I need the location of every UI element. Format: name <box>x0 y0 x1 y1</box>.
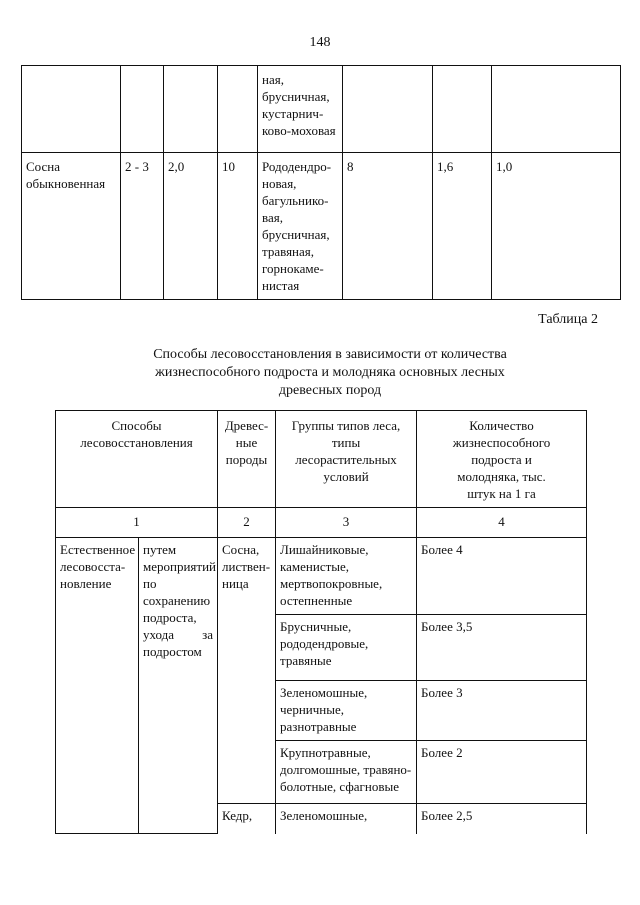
quantity-cell: Более 3,5 <box>417 615 587 681</box>
method-detail-line: путем <box>143 542 177 557</box>
forest-type-cell: Брусничные, рододендровые, травяные <box>276 615 417 681</box>
page-number: 148 <box>309 35 331 50</box>
quantity-cell: Более 3 <box>417 681 587 741</box>
table-cell: Рододендро- новая, багульнико- вая, брусничная, травяная, горнокаме- нистая <box>258 153 343 300</box>
species-cell: Сосна, листвен- ница <box>218 538 276 804</box>
table-caption: Таблица 2 <box>538 312 598 327</box>
table-cell: 1,6 <box>433 153 492 300</box>
table-title: Способы лесовосстановления в зависимости от количества жизнеспособного подроста и молодняка основных лесных древесных пород <box>153 347 507 398</box>
header-methods: Способы лесовосстановления <box>56 411 218 508</box>
forest-type-cell: Зеленомошные, черничные, разнотравные <box>276 681 417 741</box>
table-cell <box>433 66 492 153</box>
table-cell <box>22 66 121 153</box>
table-cell: Сосна обыкновенная <box>22 153 121 300</box>
method-detail-line: подростом <box>143 644 202 659</box>
column-number: 1 <box>56 508 218 538</box>
forest-type-cell: Лишайниковые, каменистые, мертвопокровные, остепненные <box>276 538 417 615</box>
table-cell <box>218 66 258 153</box>
method-detail-line: ухода за <box>143 627 214 642</box>
method-detail-line: по <box>143 576 157 591</box>
quantity-cell: Более 2,5 <box>417 804 587 834</box>
quantity-cell: Более 2 <box>417 741 587 804</box>
column-number: 4 <box>417 508 587 538</box>
continued-table <box>21 65 621 300</box>
column-number: 2 <box>218 508 276 538</box>
forest-type-cell: Зеленомошные, <box>276 804 417 834</box>
table-cell: 10 <box>218 153 258 300</box>
header-quantity: Количество жизнеспособного подроста и молодняка, тыс. штук на 1 га <box>417 411 587 508</box>
method-detail-cell <box>139 538 218 834</box>
table-row <box>56 538 587 615</box>
forest-type-cell: Крупнотравные, долгомошные, травяно- болотные, сфагновые <box>276 741 417 804</box>
table-cell <box>492 66 621 153</box>
table-cell: 2,0 <box>164 153 218 300</box>
species-cell: Кедр, <box>218 804 276 834</box>
table-cell: 8 <box>343 153 433 300</box>
table-row <box>22 153 621 300</box>
header-forest-types: Группы типов леса, типы лесорастительных условий <box>276 411 417 508</box>
table-cell <box>343 66 433 153</box>
table-cell: 2 - 3 <box>121 153 164 300</box>
method-cell: Естественное лесовосста- новление <box>56 538 139 834</box>
table-header-row <box>56 411 587 508</box>
header-species: Древес- ные породы <box>218 411 276 508</box>
quantity-cell: Более 4 <box>417 538 587 615</box>
method-detail-line: мероприятий <box>143 559 216 574</box>
method-detail-line: подроста, <box>143 610 197 625</box>
method-detail-line: сохранению <box>143 593 211 608</box>
table-cell: ная, брусничная, кустарнич- ково-моховая <box>258 66 343 153</box>
reforestation-table <box>55 410 587 834</box>
table-cell <box>121 66 164 153</box>
column-number: 3 <box>276 508 417 538</box>
column-numbers-row <box>56 508 587 538</box>
table-row <box>22 66 621 153</box>
table-cell <box>164 66 218 153</box>
table-cell: 1,0 <box>492 153 621 300</box>
